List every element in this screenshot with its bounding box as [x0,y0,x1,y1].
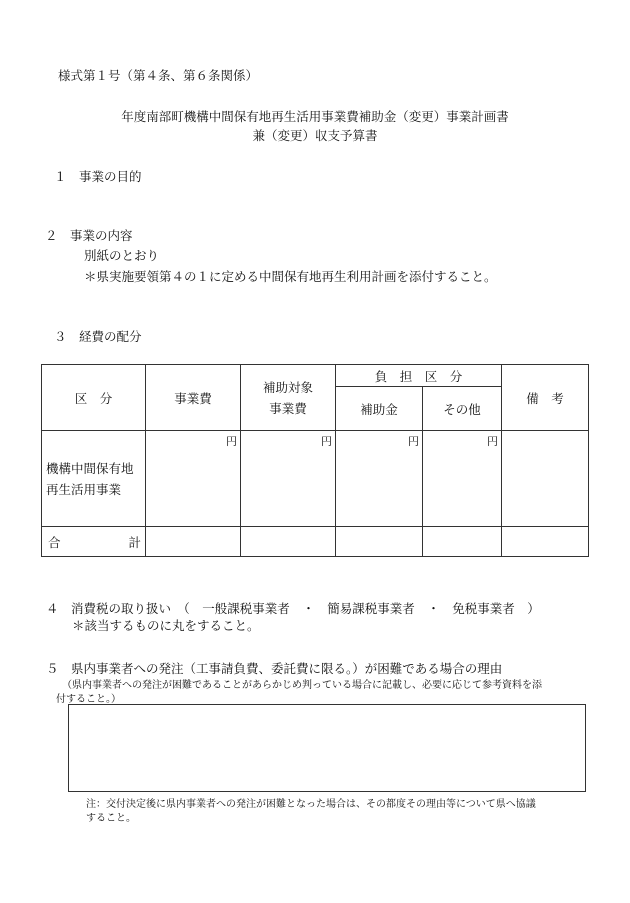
form-number: 様式第１号（第４条、第６条関係） [58,68,259,83]
project-cost-cell[interactable]: 円 [146,431,241,527]
total-row [42,527,589,557]
header-subsidy-target-line2: 事業費 [269,400,307,416]
header-other: その他 [423,387,502,431]
total-remarks-cell[interactable] [502,527,589,557]
section-1-heading: １ 事業の目的 [54,169,142,184]
total-label-left: 合 [48,534,61,550]
section-5-instruction-line1: （県内事業者への発注が困難であることがあらかじめ判っている場合に記載し、必要に応じて参考資料を添 [62,680,542,691]
document-subtitle: 兼（変更）収支予算書 [252,128,378,143]
header-project-cost: 事業費 [146,365,241,431]
section-4-note: ＊該当するものに丸をすること。 [72,618,260,633]
section-4-heading: ４ 消費税の取り扱い （ 一般課税事業者 ・ 簡易課税事業者 ・ 免税事業者 ） [46,601,540,616]
footnote-line1: 注：交付決定後に県内事業者への発注が困難となった場合は、その都度その理由等について県へ協議 [86,799,536,810]
other-cell[interactable]: 円 [423,431,502,527]
table-row [42,431,589,527]
total-project-cost-cell[interactable] [146,527,241,557]
header-subsidy: 補助金 [336,387,423,431]
section-5-instruction-line2: 付すること。） [56,694,121,705]
subsidy-target-cell[interactable]: 円 [241,431,336,527]
reason-input-box[interactable] [68,704,586,792]
total-label-right: 計 [128,534,141,550]
section-2-note: ＊県実施要領第４の１に定める中間保有地再生利用計画を添付すること。 [84,269,497,284]
header-burden: 負 担 区 分 [336,365,502,387]
header-subsidy-target [241,365,336,431]
subsidy-cell[interactable]: 円 [336,431,423,527]
remarks-cell[interactable] [502,431,589,527]
row-label [42,431,146,527]
budget-table [41,364,589,557]
header-category: 区 分 [42,365,146,431]
total-subsidy-target-cell[interactable] [241,527,336,557]
total-subsidy-cell[interactable] [336,527,423,557]
section-2-heading: ２ 事業の内容 [45,228,133,243]
header-remarks: 備 考 [502,365,589,431]
section-3-heading: ３ 経費の配分 [54,329,142,344]
total-other-cell[interactable] [423,527,502,557]
document-title: 年度南部町機構中間保有地再生活用事業費補助金（変更）事業計画書 [121,109,509,124]
section-2-content: 別紙のとおり [84,248,160,263]
row-label-line2: 再生活用事業 [46,481,122,497]
section-5-heading: ５ 県内事業者への発注（工事請負費、委託費に限る。）が困難である場合の理由 [46,661,503,676]
total-label [42,527,146,557]
footnote-line2: すること。 [86,813,136,824]
header-subsidy-target-line1: 補助対象 [262,379,313,395]
row-label-line1: 機構中間保有地 [46,460,134,476]
